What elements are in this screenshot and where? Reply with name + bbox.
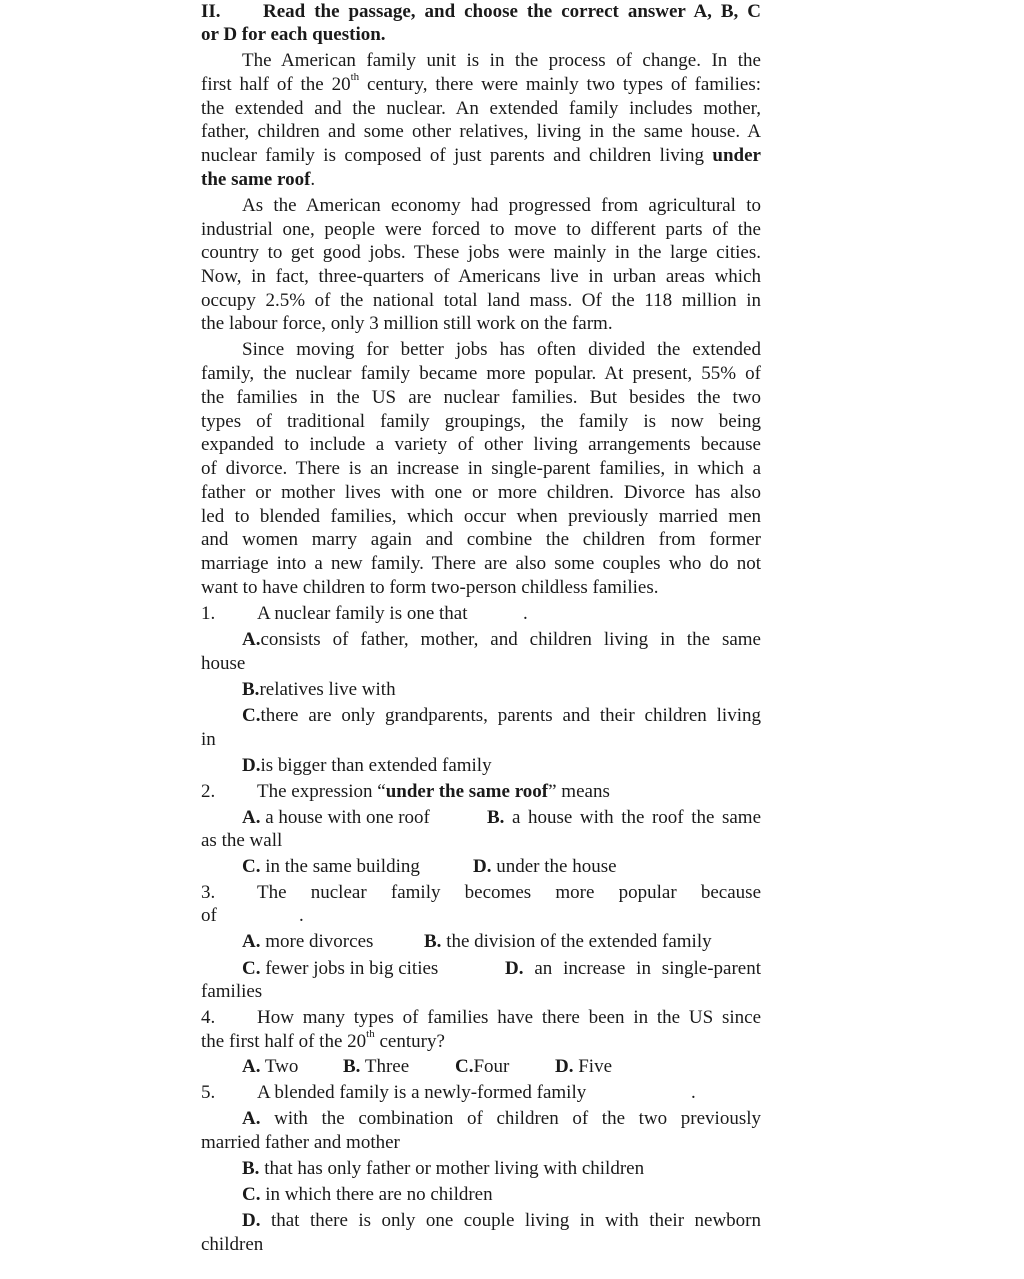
key-phrase: under	[712, 145, 761, 166]
passage-line: types of traditional family groupings, the family is now being	[201, 411, 761, 432]
question-stem: The nuclear family becomes more popular because	[257, 882, 761, 903]
passage-line: the same roof.	[201, 169, 316, 190]
option-a[interactable]: A. more divorces	[242, 931, 374, 952]
question-number: 1.	[201, 603, 216, 624]
passage-line: father or mother lives with one or more children. Divorce has also	[201, 482, 761, 503]
passage-line: family, the nuclear family became more popular. At present, 55% of	[201, 363, 761, 384]
question-number: 2.	[201, 781, 216, 802]
passage-line: occupy 2.5% of the national total land mass. Of the 118 million in	[201, 290, 761, 311]
option-a[interactable]: A. a house with one roof	[242, 807, 430, 828]
option-a[interactable]: A. with the combination of children of the two previously	[242, 1108, 761, 1129]
option-a[interactable]: A. Two	[242, 1056, 299, 1077]
option-c-cont: in	[201, 729, 216, 750]
passage-line: nuclear family is composed of just parents and children living under	[201, 145, 761, 166]
option-c[interactable]: C. fewer jobs in big cities	[242, 958, 439, 979]
question-number: 5.	[201, 1082, 216, 1103]
question-stem: The expression “under the same roof” means	[257, 781, 610, 802]
option-b[interactable]: B. the division of the extended family	[424, 931, 712, 952]
answer-blank: .	[691, 1082, 696, 1103]
passage-line: marriage into a new family. There are also some couples who do not	[201, 553, 761, 574]
option-d[interactable]: D. Five	[555, 1056, 613, 1077]
passage-line: As the American economy had progressed from agricultural to	[242, 195, 761, 216]
passage-line: and women marry again and combine the children from former	[201, 529, 761, 550]
passage-line: the labour force, only 3 million still work on the farm.	[201, 313, 613, 334]
passage-line: the extended and the nuclear. An extended family includes mother,	[201, 98, 761, 119]
question-stem-cont: of	[201, 905, 217, 926]
passage-line: The American family unit is in the process of change. In the	[242, 50, 761, 71]
option-d[interactable]: D. an increase in single-parent	[505, 958, 761, 979]
option-c[interactable]: C.there are only grandparents, parents and their children living	[242, 705, 761, 726]
option-b[interactable]: B. that has only father or mother living with children	[242, 1158, 645, 1179]
option-a[interactable]: A.consists of father, mother, and children living in the same	[242, 629, 761, 650]
passage-line: country to get good jobs. These jobs were mainly in the large cities.	[201, 242, 761, 263]
option-b[interactable]: B. Three	[343, 1056, 410, 1077]
option-d-cont: families	[201, 981, 263, 1002]
option-d[interactable]: D. that there is only one couple living in with their newborn	[242, 1210, 761, 1231]
question-stem: A blended family is a newly-formed family	[257, 1082, 587, 1103]
question-number: 3.	[201, 882, 216, 903]
option-d[interactable]: D.is bigger than extended family	[242, 755, 492, 776]
passage-line: led to blended families, which occur when previously married men	[201, 506, 761, 527]
key-phrase: the same roof	[201, 169, 311, 190]
section-instruction-cont: or D for each question.	[201, 24, 386, 45]
passage-line: expanded to include a variety of other living arrangements because	[201, 434, 761, 455]
passage-line: the families in the US are nuclear families. But besides the two	[201, 387, 761, 408]
passage-line: want to have children to form two-person childless families.	[201, 577, 659, 598]
passage-line: father, children and some other relatives, living in the same house. A	[201, 121, 761, 142]
option-a-cont: house	[201, 653, 246, 674]
section-instruction: Read the passage, and choose the correct answer A, B, C	[263, 1, 761, 22]
option-d-cont: children	[201, 1234, 264, 1255]
question-stem: How many types of families have there been in the US since	[257, 1007, 761, 1028]
passage-line: of divorce. There is an increase in single-parent families, in which a	[201, 458, 761, 479]
option-b[interactable]: B.relatives live with	[242, 679, 396, 700]
answer-blank: .	[299, 905, 304, 926]
passage-line: industrial one, people were forced to move to different parts of the	[201, 219, 761, 240]
question-stem: A nuclear family is one that	[257, 603, 468, 624]
option-a-cont: married father and mother	[201, 1132, 400, 1153]
option-b-cont: as the wall	[201, 830, 283, 851]
option-c[interactable]: C.Four	[455, 1056, 510, 1077]
passage-line: first half of the 20th century, there were mainly two types of families:	[201, 71, 762, 95]
option-c[interactable]: C. in which there are no children	[242, 1184, 493, 1205]
option-c[interactable]: C. in the same building	[242, 856, 420, 877]
question-stem-cont: the first half of the 20th century?	[201, 1028, 445, 1052]
section-label: II.	[201, 1, 221, 22]
question-number: 4.	[201, 1007, 216, 1028]
option-d[interactable]: D. under the house	[473, 856, 617, 877]
passage-line: Since moving for better jobs has often divided the extended	[242, 339, 761, 360]
passage-line: Now, in fact, three-quarters of Americans live in urban areas which	[201, 266, 761, 287]
option-b[interactable]: B. a house with the roof the same	[487, 807, 761, 828]
answer-blank: .	[523, 603, 528, 624]
